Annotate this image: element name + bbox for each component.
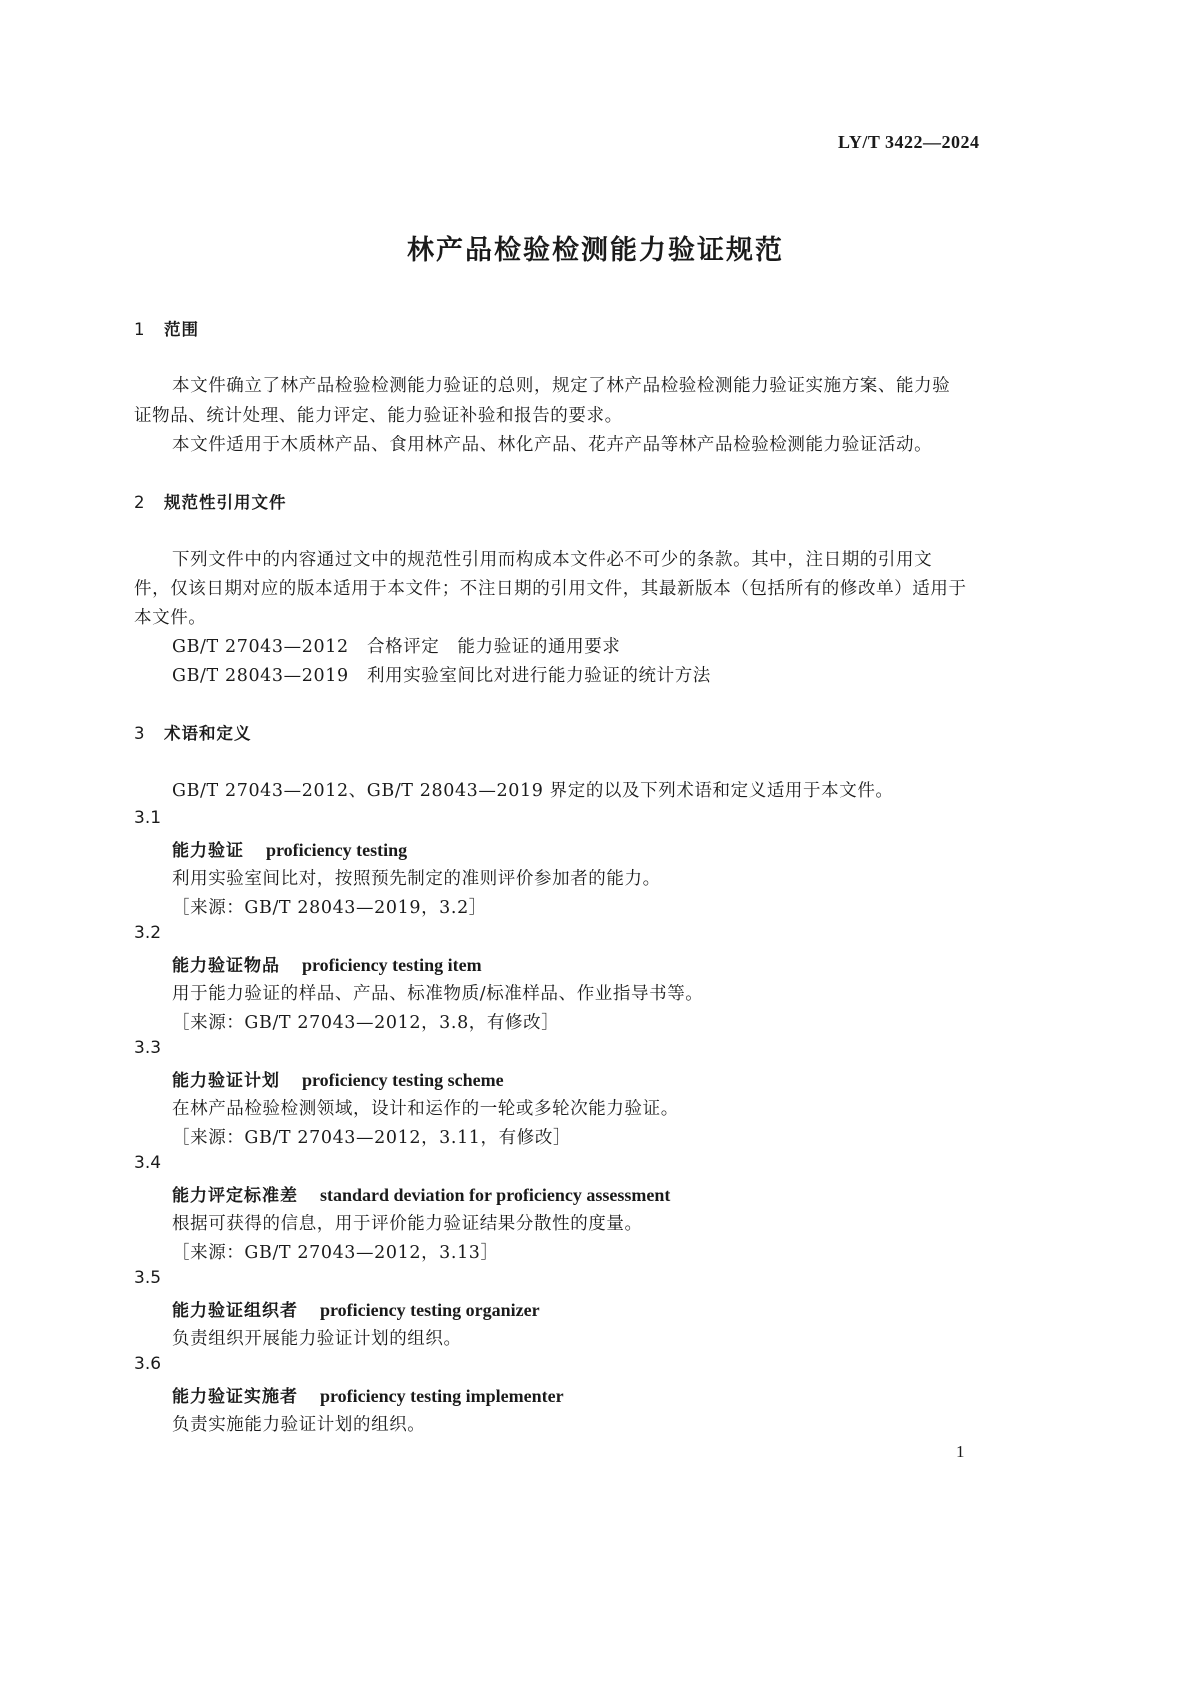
term-source: ［来源：GB/T 27043—2012，3.13］ — [172, 1243, 499, 1263]
normative-paragraph-line: 本文件。 — [134, 608, 207, 628]
section-title: 规范性引用文件 — [164, 493, 287, 512]
term-heading — [172, 1066, 504, 1091]
normative-paragraph-line: 件，仅该日期对应的版本适用于本文件；不注日期的引用文件，其最新版本（包括所有的修改单）适用于 — [134, 579, 967, 599]
section-title: 术语和定义 — [164, 724, 252, 743]
term-number: 3.6 — [134, 1354, 162, 1374]
term-zh: 能力验证计划 — [172, 1071, 280, 1091]
reference-title: 利用实验室间比对进行能力验证的统计方法 — [367, 666, 711, 686]
term-definition: 用于能力验证的样品、产品、标准物质/标准样品、作业指导书等。 — [172, 984, 704, 1004]
term-number: 3.3 — [134, 1038, 162, 1058]
term-definition: 负责组织开展能力验证计划的组织。 — [172, 1329, 462, 1349]
reference-code: GB/T 27043—2012 — [172, 637, 349, 657]
term-number: 3.2 — [134, 923, 162, 943]
term-heading — [172, 951, 482, 976]
term-zh: 能力验证实施者 — [172, 1387, 298, 1407]
page-number: 1 — [956, 1442, 965, 1461]
term-zh: 能力评定标准差 — [172, 1186, 298, 1206]
term-number: 3.4 — [134, 1153, 162, 1173]
reference-item — [172, 662, 711, 687]
term-en: proficiency testing scheme — [302, 1070, 504, 1090]
term-zh: 能力验证物品 — [172, 956, 280, 976]
standard-code: LY/T 3422—2024 — [838, 132, 980, 152]
term-heading — [172, 836, 407, 861]
section-title: 范围 — [164, 320, 199, 339]
reference-code: GB/T 28043—2019 — [172, 666, 349, 686]
term-zh: 能力验证组织者 — [172, 1301, 298, 1321]
scope-paragraph-line: 本文件确立了林产品检验检测能力验证的总则，规定了林产品检验检测能力验证实施方案、能力验 — [172, 376, 951, 396]
term-en: proficiency testing — [266, 840, 408, 860]
section-3-heading — [134, 720, 252, 744]
term-heading — [172, 1296, 540, 1321]
reference-item — [172, 633, 620, 658]
term-definition: 负责实施能力验证计划的组织。 — [172, 1415, 426, 1435]
term-source: ［来源：GB/T 28043—2019，3.2］ — [172, 898, 487, 918]
terms-intro: GB/T 27043—2012、GB/T 28043—2019 界定的以及下列术语和定义适用于本文件。 — [172, 781, 894, 801]
term-en: proficiency testing item — [302, 955, 482, 975]
section-2-heading — [134, 489, 287, 513]
term-en: proficiency testing organizer — [320, 1300, 540, 1320]
term-number: 3.5 — [134, 1268, 162, 1288]
term-definition: 利用实验室间比对，按照预先制定的准则评价参加者的能力。 — [172, 869, 661, 889]
term-number: 3.1 — [134, 808, 162, 828]
section-number: 2 — [134, 493, 146, 512]
term-definition: 根据可获得的信息，用于评价能力验证结果分散性的度量。 — [172, 1214, 643, 1234]
section-number: 1 — [134, 320, 146, 339]
normative-paragraph-line: 下列文件中的内容通过文中的规范性引用而构成本文件必不可少的条款。其中，注日期的引用文 — [172, 550, 933, 570]
section-number: 3 — [134, 724, 146, 743]
term-definition: 在林产品检验检测领域，设计和运作的一轮或多轮次能力验证。 — [172, 1099, 679, 1119]
term-zh: 能力验证 — [172, 841, 244, 861]
term-en: standard deviation for proficiency assessment — [320, 1185, 671, 1205]
term-source: ［来源：GB/T 27043—2012，3.11，有修改］ — [172, 1128, 572, 1148]
term-en: proficiency testing implementer — [320, 1386, 564, 1406]
term-heading — [172, 1181, 670, 1206]
term-heading — [172, 1382, 564, 1407]
document-title: 林产品检验检测能力验证规范 — [407, 235, 784, 266]
scope-paragraph-line: 证物品、统计处理、能力评定、能力验证补验和报告的要求。 — [134, 406, 623, 426]
term-source: ［来源：GB/T 27043—2012，3.8，有修改］ — [172, 1013, 560, 1033]
scope-paragraph: 本文件适用于木质林产品、食用林产品、林化产品、花卉产品等林产品检验检测能力验证活动。 — [172, 435, 933, 455]
section-1-heading — [134, 316, 199, 340]
reference-title: 合格评定 能力验证的通用要求 — [367, 637, 621, 657]
